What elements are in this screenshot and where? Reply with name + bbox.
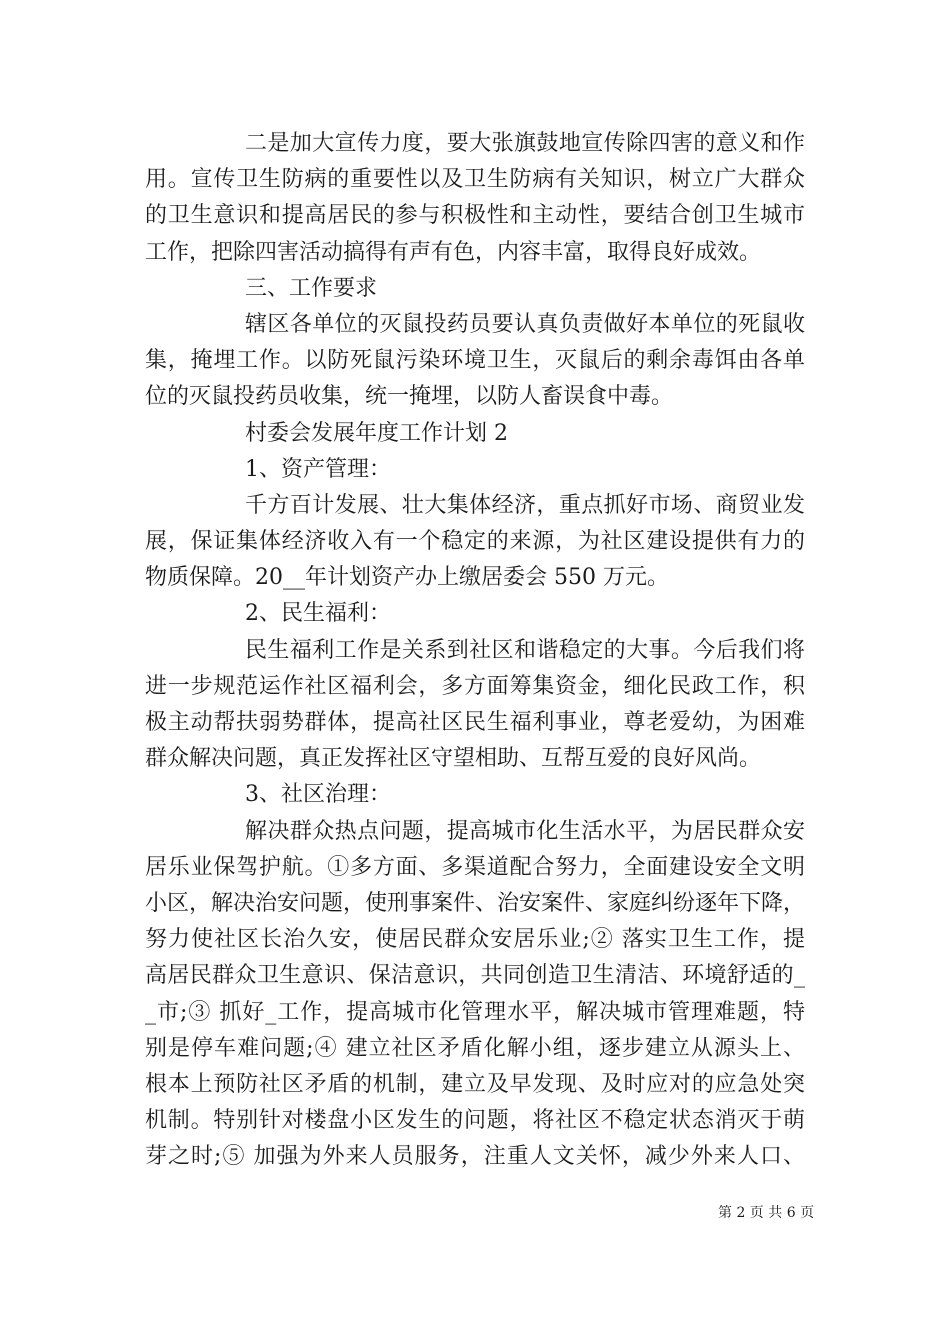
text-line-7: 集，掩埋工作。以防死鼠污染环境卫生，灭鼠后的剩余毒饵由各单 — [145, 348, 805, 374]
text-line-24: 高居民群众卫生意识、保洁意识，共同创造卫生清洁、环境舒适的_ — [145, 963, 805, 989]
text-line-23: 努力使社区长治久安，使居民群众安居乐业;② 落实卫生工作，提 — [145, 927, 805, 953]
subheading-asset-management: 1、资产管理： — [245, 456, 391, 482]
text-line-12: 展，保证集体经济收入有一个稳定的来源，为社区建设提供有力的 — [145, 529, 805, 555]
document-body — [145, 126, 805, 1175]
text-line-6: 辖区各单位的灭鼠投药员要认真负责做好本单位的死鼠收 — [245, 311, 805, 337]
text-line-15: 民生福利工作是关系到社区和谐稳定的大事。今后我们将 — [245, 637, 805, 663]
text-line-3: 的卫生意识和提高居民的参与积极性和主动性，要结合创卫生城市 — [145, 203, 805, 229]
page-number: 第 2 页 共 6 页 — [718, 1205, 815, 1221]
text-line-8: 位的灭鼠投药员收集，统一掩埋，以防人畜误食中毒。 — [145, 384, 674, 410]
text-line-4: 工作，把除四害活动搞得有声有色，内容丰富，取得良好成效。 — [145, 239, 762, 265]
document-title-plan-2: 村委会发展年度工作计划 2 — [245, 420, 508, 446]
text-line-26: 别是停车难问题;④ 建立社区矛盾化解小组，逐步建立从源头上、 — [145, 1035, 805, 1061]
text-line-1: 二是加大宣传力度，要大张旗鼓地宣传除四害的意义和作 — [245, 131, 805, 156]
subheading-community-governance: 3、社区治理： — [245, 782, 391, 808]
text-line-28: 机制。特别针对楼盘小区发生的问题，将社区不稳定状态消灭于萌 — [145, 1108, 805, 1134]
text-line-13: 物质保障。20__年计划资产办上缴居委会 550 万元。 — [145, 565, 669, 591]
section-heading-requirements: 三、工作要求 — [245, 275, 378, 301]
text-line-29: 芽之时;⑤ 加强为外来人员服务，注重人文关怀，减少外来人口、 — [145, 1144, 805, 1170]
text-line-18: 群众解决问题，真正发挥社区守望相助、互帮互爱的良好风尚。 — [145, 746, 762, 772]
text-line-27: 根本上预防社区矛盾的机制，建立及早发现、及时应对的应急处突 — [145, 1071, 805, 1097]
text-line-20: 解决群众热点问题，提高城市化生活水平，为居民群众安 — [245, 818, 805, 844]
text-line-11: 千方百计发展、壮大集体经济，重点抓好市场、商贸业发 — [245, 492, 805, 518]
text-line-21: 居乐业保驾护航。①多方面、多渠道配合努力，全面建设安全文明 — [145, 854, 805, 880]
text-line-22: 小区，解决治安问题，使刑事案件、治安案件、家庭纠纷逐年下降， — [145, 890, 806, 916]
subheading-livelihood-welfare: 2、民生福利： — [245, 601, 391, 627]
text-line-2: 用。宣传卫生防病的重要性以及卫生防病有关知识，树立广大群众 — [145, 167, 805, 193]
text-line-17: 极主动帮扶弱势群体，提高社区民生福利事业，尊老爱幼，为困难 — [145, 710, 805, 735]
text-line-16: 进一步规范运作社区福利会，多方面筹集资金，细化民政工作，积 — [145, 673, 805, 699]
text-line-25: _市;③ 抓好_工作，提高城市化管理水平，解决城市管理难题，特 — [145, 999, 805, 1025]
